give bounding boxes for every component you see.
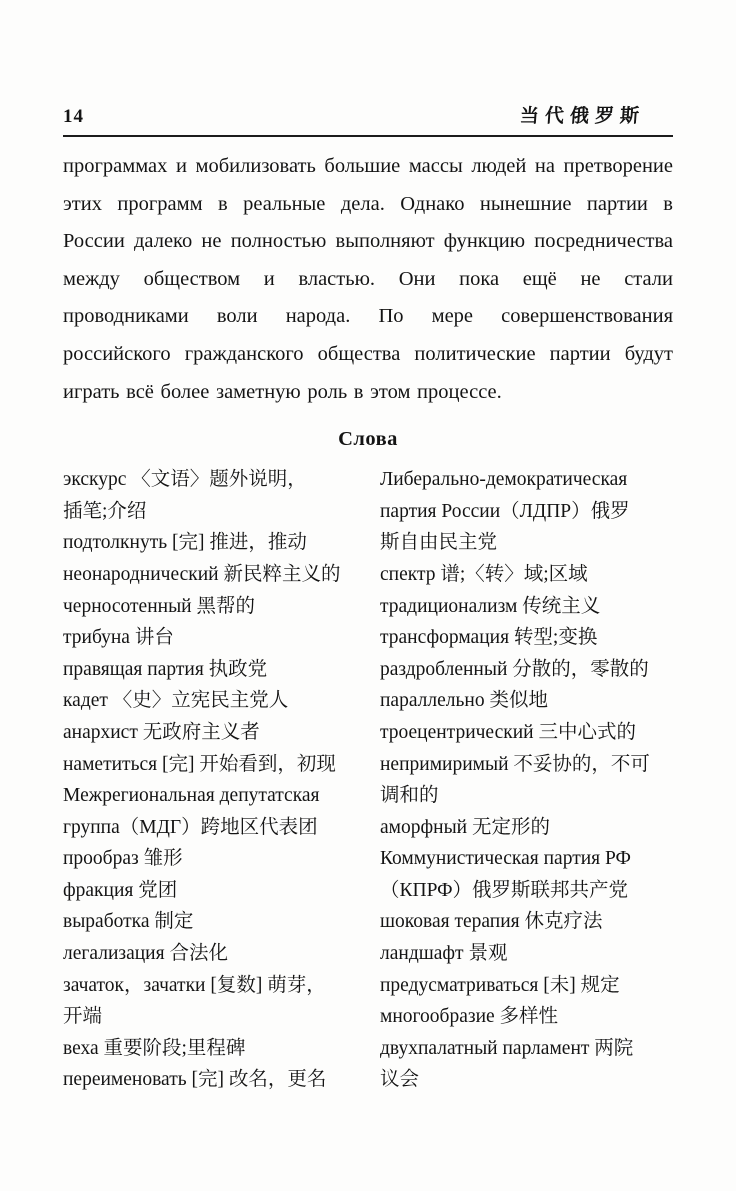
- vocab-line: 议会: [380, 1069, 420, 1091]
- vocab-line: прообраз 雏形: [63, 848, 183, 870]
- paragraph-line: российского гражданского общества политические партии будут: [63, 342, 673, 365]
- vocab-line: многообразие 多样性: [380, 1006, 559, 1028]
- vocab-column-left: [63, 464, 380, 1096]
- vocab-line: веха 重要阶段;里程碑: [63, 1037, 246, 1059]
- vocab-line: двухпалатный парламент 两院: [380, 1037, 634, 1059]
- vocab-line: непримиримый 不妥协的，不可: [380, 753, 650, 775]
- vocab-line: правящая партия 执政党: [63, 658, 268, 680]
- vocab-line: спектр 谱;〈转〉域;区域: [380, 563, 588, 585]
- vocab-line: экскурс 〈文语〉题外说明，: [63, 469, 307, 491]
- vocab-line: 调和的: [380, 785, 439, 807]
- vocab-line: неонароднический 新民粹主义的: [63, 563, 341, 585]
- vocab-line: Коммунистическая партия РФ: [380, 848, 631, 870]
- vocab-columns: [63, 464, 673, 1096]
- vocab-line: партия России（ЛДПР）俄罗: [380, 500, 630, 522]
- vocab-line: ландшафт 景观: [380, 943, 508, 965]
- vocab-line: фракция 党团: [63, 879, 178, 901]
- vocab-line: аморфный 无定形的: [380, 816, 550, 838]
- page-number: 14: [63, 106, 84, 127]
- vocab-line: трибуна 讲台: [63, 627, 174, 649]
- vocab-line: выработка 制定: [63, 911, 194, 933]
- running-title: 当代俄罗斯: [519, 106, 646, 127]
- paragraph-line: этих программ в реальные дела. Однако нынешние партии в: [63, 192, 673, 215]
- vocab-line: 斯自由民主党: [380, 532, 498, 554]
- paragraph-line: проводниками воли народа. По мере совершенствования: [63, 305, 673, 328]
- vocab-line: раздробленный 分散的，零散的: [380, 658, 649, 680]
- paragraph-line: между обществом и властью. Они пока ещё не стали: [63, 267, 673, 290]
- vocab-line: трансформация 转型;变换: [380, 627, 598, 649]
- vocab-line: （КПРФ）俄罗斯联邦共产党: [380, 879, 629, 901]
- header-rule: [63, 135, 673, 137]
- vocab-line: переименовать [完] 改名，更名: [63, 1069, 327, 1091]
- vocab-column-right: [380, 464, 673, 1096]
- paragraph-line: России далеко не полностью выполняют функцию посредничества: [63, 230, 673, 253]
- paragraph-line: играть всё более заметную роль в этом процессе.: [63, 380, 502, 403]
- body-paragraph: [63, 148, 673, 411]
- vocab-line: Либерально-демократическая: [380, 469, 628, 491]
- vocab-line: Межрегиональная депутатская: [63, 785, 320, 807]
- vocab-line: троецентрический 三中心式的: [380, 721, 636, 743]
- section-heading: Слова: [338, 428, 398, 451]
- vocab-line: 插笔;介绍: [63, 500, 147, 522]
- vocab-line: черносотенный 黑帮的: [63, 595, 255, 617]
- running-head: [63, 101, 673, 128]
- vocab-line: кадет 〈史〉立宪民主党人: [63, 690, 289, 712]
- vocab-line: анархист 无政府主义者: [63, 721, 260, 743]
- vocab-line: 开端: [63, 1006, 103, 1028]
- vocab-line: предусматриваться [未] 规定: [380, 974, 620, 996]
- vocab-line: наметиться [完] 开始看到，初现: [63, 753, 336, 775]
- vocab-line: зачаток，зачатки [复数] 萌芽，: [63, 974, 326, 996]
- vocab-line: легализация 合法化: [63, 943, 228, 965]
- vocab-line: традиционализм 传统主义: [380, 595, 601, 617]
- paragraph-line: программах и мобилизовать большие массы людей на претворение: [63, 155, 673, 177]
- vocab-line: группа（МДГ）跨地区代表团: [63, 816, 318, 838]
- vocab-line: шоковая терапия 休克疗法: [380, 911, 603, 933]
- vocab-line: подтолкнуть [完] 推进，推动: [63, 532, 307, 554]
- vocab-line: параллельно 类似地: [380, 690, 548, 712]
